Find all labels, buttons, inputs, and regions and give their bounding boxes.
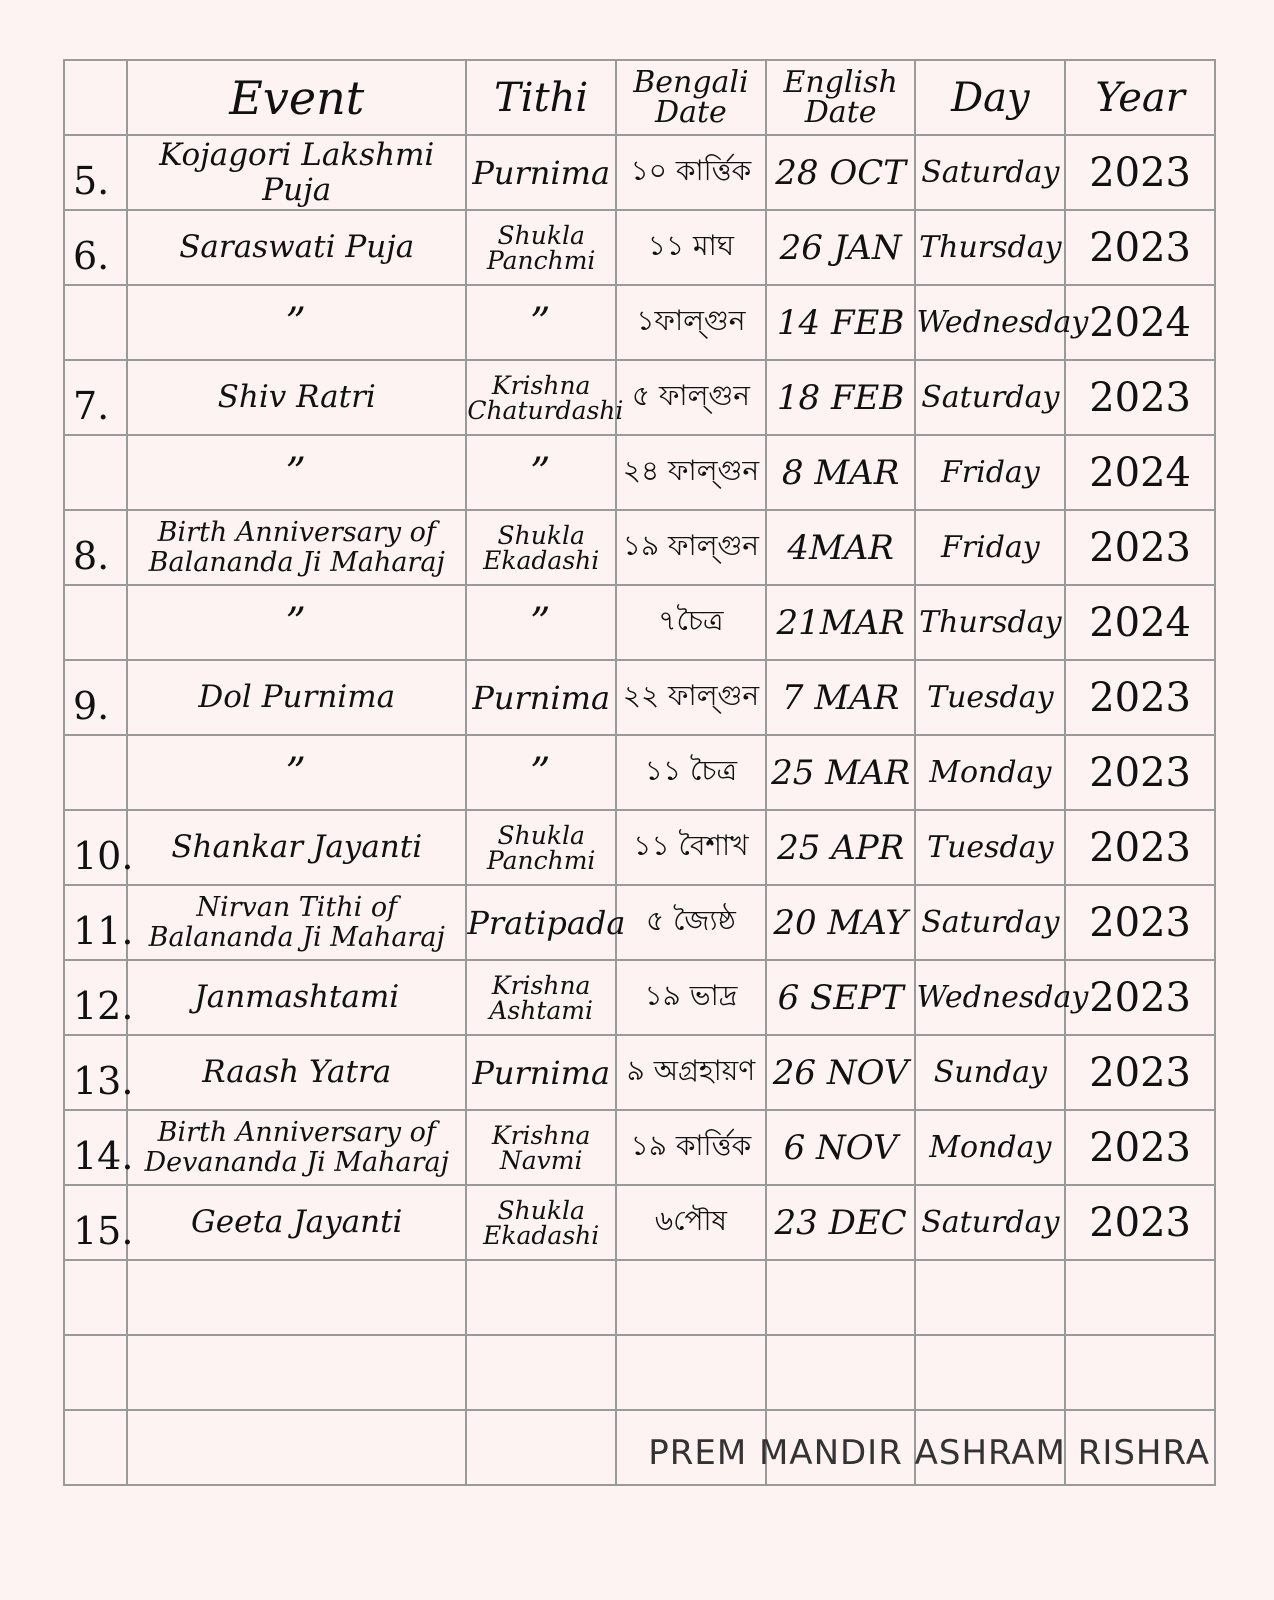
cell-year: 2023 xyxy=(1065,660,1215,735)
cell-year xyxy=(1065,1335,1215,1410)
cell-event: Geeta Jayanti xyxy=(127,1185,466,1260)
cell-bengali-date: ১৯ ফাল্গুন xyxy=(616,510,766,585)
header-event: Event xyxy=(127,60,466,135)
cell-event: Birth Anniversary of Balananda Ji Maharaj xyxy=(127,510,466,585)
cell-day: Wednesday xyxy=(915,960,1065,1035)
festival-calendar-table xyxy=(63,59,1216,1486)
cell-tithi: Krishna Chaturdashi xyxy=(466,360,616,435)
cell-tithi: Krishna Ashtami xyxy=(466,960,616,1035)
cell-bengali-date: ৫ ফাল্গুন xyxy=(616,360,766,435)
cell-year: 2023 xyxy=(1065,885,1215,960)
cell-number: 8. xyxy=(64,510,127,585)
header-year: Year xyxy=(1065,60,1215,135)
cell-english-date: 23 DEC xyxy=(766,1185,916,1260)
cell-bengali-date: ১১ বৈশাখ xyxy=(616,810,766,885)
cell-bengali-date: ১১ মাঘ xyxy=(616,210,766,285)
table-row xyxy=(64,585,1215,660)
cell-bengali-date xyxy=(616,1260,766,1335)
cell-event: ” xyxy=(127,285,466,360)
cell-day: Thursday xyxy=(915,210,1065,285)
table-row xyxy=(64,285,1215,360)
cell-number: 14. xyxy=(64,1110,127,1185)
header-no xyxy=(64,60,127,135)
header-row xyxy=(64,60,1215,135)
cell-bengali-date: ৬পৌষ xyxy=(616,1185,766,1260)
cell-tithi: ” xyxy=(466,285,616,360)
table-row xyxy=(64,210,1215,285)
table-row xyxy=(64,1110,1215,1185)
cell-number: 10. xyxy=(64,810,127,885)
table-row xyxy=(64,1335,1215,1410)
cell-bengali-date: ১ফাল্গুন xyxy=(616,285,766,360)
cell-english-date: 21MAR xyxy=(766,585,916,660)
cell-number: 11. xyxy=(64,885,127,960)
cell-year: 2023 xyxy=(1065,1035,1215,1110)
cell-day: Friday xyxy=(915,510,1065,585)
cell-english-date: 28 OCT xyxy=(766,135,916,210)
cell-day: Saturday xyxy=(915,360,1065,435)
cell-tithi: Purnima xyxy=(466,660,616,735)
table-row xyxy=(64,435,1215,510)
cell-number xyxy=(64,1260,127,1335)
cell-day: Friday xyxy=(915,435,1065,510)
cell-bengali-date: ২২ ফাল্গুন xyxy=(616,660,766,735)
cell-day: Saturday xyxy=(915,885,1065,960)
cell-day: Tuesday xyxy=(915,810,1065,885)
cell-event: Janmashtami xyxy=(127,960,466,1035)
cell-day: Saturday xyxy=(915,135,1065,210)
cell-day: Tuesday xyxy=(915,660,1065,735)
cell-number: 5. xyxy=(64,135,127,210)
cell-year: 2023 xyxy=(1065,735,1215,810)
cell-tithi: ” xyxy=(466,735,616,810)
cell-english-date: 14 FEB xyxy=(766,285,916,360)
cell-tithi: Pratipada xyxy=(466,885,616,960)
table-row xyxy=(64,735,1215,810)
cell-number xyxy=(64,585,127,660)
cell-day: Thursday xyxy=(915,585,1065,660)
table-row xyxy=(64,810,1215,885)
cell-english-date: 25 APR xyxy=(766,810,916,885)
cell-day xyxy=(915,1335,1065,1410)
cell-year: 2024 xyxy=(1065,285,1215,360)
cell-number: 12. xyxy=(64,960,127,1035)
cell-day xyxy=(915,1260,1065,1335)
cell-tithi xyxy=(466,1260,616,1335)
cell-year: 2023 xyxy=(1065,960,1215,1035)
cell-event: Birth Anniversary of Devananda Ji Maharaj xyxy=(127,1110,466,1185)
cell-event: Nirvan Tithi of Balananda Ji Maharaj xyxy=(127,885,466,960)
cell-day: Monday xyxy=(915,735,1065,810)
table-row xyxy=(64,360,1215,435)
cell-number: 6. xyxy=(64,210,127,285)
cell-year: 2023 xyxy=(1065,210,1215,285)
cell-bengali-date: ১০ কার্ত্তিক xyxy=(616,135,766,210)
cell-english-date: 7 MAR xyxy=(766,660,916,735)
cell-number: 7. xyxy=(64,360,127,435)
header-tithi: Tithi xyxy=(466,60,616,135)
table-row xyxy=(64,885,1215,960)
cell-english-date: 18 FEB xyxy=(766,360,916,435)
table-row xyxy=(64,135,1215,210)
cell-year: 2023 xyxy=(1065,810,1215,885)
cell-number xyxy=(64,285,127,360)
cell-year: 2023 xyxy=(1065,135,1215,210)
cell-day: Wednesday xyxy=(915,285,1065,360)
cell-number: 9. xyxy=(64,660,127,735)
table-row xyxy=(64,1260,1215,1335)
cell-english-date: 6 SEPT xyxy=(766,960,916,1035)
table-row xyxy=(64,960,1215,1035)
cell-event: ” xyxy=(127,735,466,810)
cell-event: Kojagori Lakshmi Puja xyxy=(127,135,466,210)
cell-tithi: Shukla Panchmi xyxy=(466,210,616,285)
cell-bengali-date: ৭চৈত্র xyxy=(616,585,766,660)
cell-day: Monday xyxy=(915,1110,1065,1185)
cell-event: Raash Yatra xyxy=(127,1035,466,1110)
cell-english-date: 20 MAY xyxy=(766,885,916,960)
cell-event: Shankar Jayanti xyxy=(127,810,466,885)
header-day: Day xyxy=(915,60,1065,135)
cell-english-date: 26 NOV xyxy=(766,1035,916,1110)
cell-event: ” xyxy=(127,435,466,510)
cell-tithi: Shukla Panchmi xyxy=(466,810,616,885)
cell-tithi: Shukla Ekadashi xyxy=(466,510,616,585)
cell-year: 2024 xyxy=(1065,585,1215,660)
cell-day: Sunday xyxy=(915,1035,1065,1110)
cell-number: 13. xyxy=(64,1035,127,1110)
cell-english-date: 4MAR xyxy=(766,510,916,585)
cell-number xyxy=(64,1335,127,1410)
cell-year: 2024 xyxy=(1065,435,1215,510)
cell-bengali-date xyxy=(616,1335,766,1410)
cell-number xyxy=(64,735,127,810)
footer-ashram-name: PREM MANDIR ASHRAM RISHRA xyxy=(648,1433,1210,1473)
cell-event: Dol Purnima xyxy=(127,660,466,735)
cell-bengali-date: ৯ অগ্রহায়ণ xyxy=(616,1035,766,1110)
table-row xyxy=(64,660,1215,735)
cell-tithi: Krishna Navmi xyxy=(466,1110,616,1185)
cell-number xyxy=(64,435,127,510)
cell-english-date: 6 NOV xyxy=(766,1110,916,1185)
cell-bengali-date: ২৪ ফাল্গুন xyxy=(616,435,766,510)
header-bengali-date: Bengali Date xyxy=(616,60,766,135)
cell-english-date xyxy=(766,1260,916,1335)
cell-english-date xyxy=(766,1335,916,1410)
cell-tithi: Purnima xyxy=(466,1035,616,1110)
table-row xyxy=(64,1035,1215,1110)
header-english-date: English Date xyxy=(766,60,916,135)
cell-event xyxy=(127,1335,466,1410)
cell-year: 2023 xyxy=(1065,1185,1215,1260)
table-row xyxy=(64,1185,1215,1260)
cell-event: Saraswati Puja xyxy=(127,210,466,285)
cell-bengali-date: ৫ জ্যৈষ্ঠ xyxy=(616,885,766,960)
cell-bengali-date: ১৯ ভাদ্র xyxy=(616,960,766,1035)
cell-event: ” xyxy=(127,585,466,660)
cell-year xyxy=(1065,1260,1215,1335)
cell-bengali-date: ১১ চৈত্র xyxy=(616,735,766,810)
cell-day: Saturday xyxy=(915,1185,1065,1260)
cell-bengali-date: ১৯ কার্ত্তিক xyxy=(616,1110,766,1185)
cell-tithi: ” xyxy=(466,585,616,660)
cell-event: Shiv Ratri xyxy=(127,360,466,435)
cell-tithi: Shukla Ekadashi xyxy=(466,1185,616,1260)
cell-english-date: 8 MAR xyxy=(766,435,916,510)
cell-tithi: Purnima xyxy=(466,135,616,210)
cell-year: 2023 xyxy=(1065,1110,1215,1185)
cell-year: 2023 xyxy=(1065,510,1215,585)
cell-tithi xyxy=(466,1335,616,1410)
cell-event xyxy=(127,1260,466,1335)
cell-english-date: 25 MAR xyxy=(766,735,916,810)
table-row xyxy=(64,510,1215,585)
cell-year: 2023 xyxy=(1065,360,1215,435)
cell-number: 15. xyxy=(64,1185,127,1260)
cell-english-date: 26 JAN xyxy=(766,210,916,285)
cell-tithi: ” xyxy=(466,435,616,510)
